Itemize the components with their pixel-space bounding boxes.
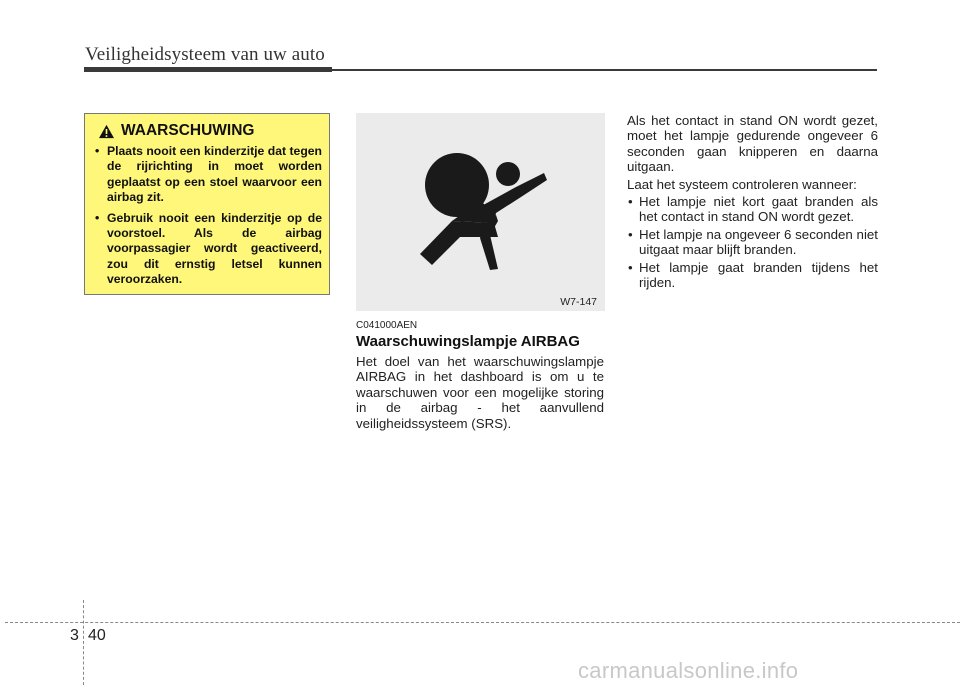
figure-code: W7-147	[560, 296, 597, 308]
section-code: C041000AEN	[356, 320, 418, 331]
warning-item: • Gebruik nooit een kinderzitje op de voorstoel. Als de airbag voorpassagier wordt geactiveerd, zou dit ernstig letsel kunnen veroorzaken.	[93, 211, 322, 288]
intro-paragraph: Als het contact in stand ON wordt gezet, moet het lampje gedurende ongeveer 6 seconden gaan knipperen en daarna uitgaan.	[627, 113, 878, 175]
footer-rule	[5, 622, 960, 623]
warning-box	[84, 113, 330, 295]
warning-header	[98, 122, 322, 140]
list-item: • Het lampje niet kort gaat branden als het contact in stand ON wordt gezet.	[627, 194, 878, 225]
airbag-figure	[356, 113, 605, 311]
section-title: Waarschuwingslampje AIRBAG	[356, 333, 580, 350]
list-item: • Het lampje gaat branden tijdens het rijden.	[627, 260, 878, 291]
page-header-title: Veiligheidsysteem van uw auto	[85, 44, 325, 65]
list-item: • Het lampje na ongeveer 6 seconden niet uitgaat maar blijft branden.	[627, 227, 878, 258]
lead-paragraph: Laat het systeem controleren wanneer:	[627, 176, 857, 192]
warning-title: WAARSCHUWING	[121, 122, 255, 139]
header-rule-thin	[332, 69, 877, 71]
warning-triangle-icon	[98, 124, 115, 139]
airbag-warning-icon	[356, 113, 605, 311]
chapter-number: 3	[70, 627, 79, 644]
warning-list	[93, 144, 322, 288]
check-list	[627, 194, 878, 290]
section-body: Het doel van het waarschuwingslampje AIRBAG in het dashboard is om u te waarschuwen voor een mogelijke storing in de airbag - het aanvullend veiligheidssysteem (SRS).	[356, 354, 604, 431]
header-rule-thick	[84, 67, 332, 72]
warning-item: • Plaats nooit een kinderzitje dat tegen de rijrichting in moet worden geplaatst op een stoel waarvoor een airbag zit.	[93, 144, 322, 206]
watermark: carmanualsonline.info	[578, 658, 799, 683]
right-column	[627, 113, 878, 290]
footer-divider	[83, 600, 84, 685]
page-number: 40	[88, 627, 106, 644]
